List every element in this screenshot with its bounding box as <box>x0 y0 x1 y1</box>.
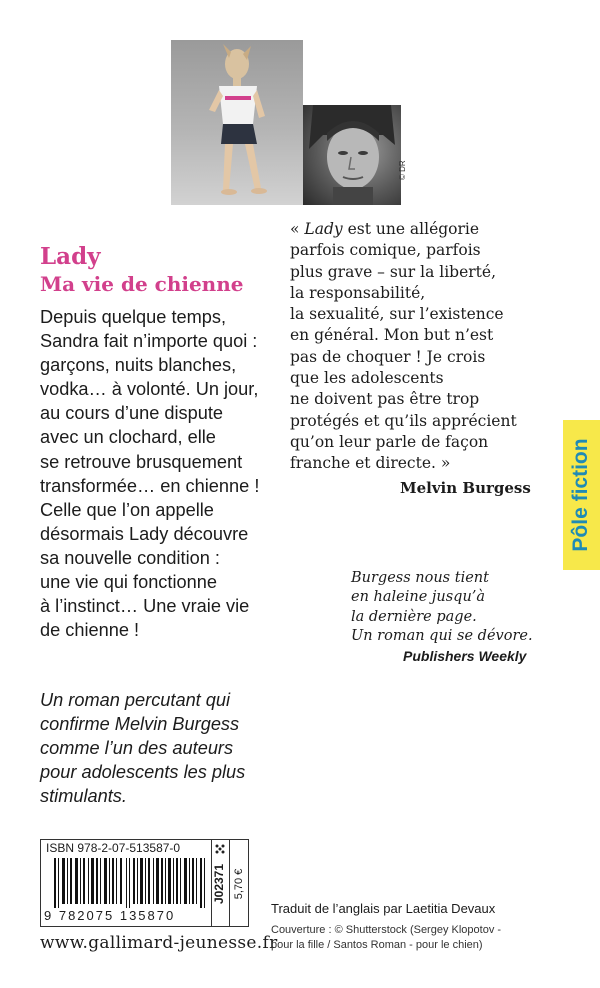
quote-line: protégés et qu’ils apprécient <box>290 411 517 430</box>
book-title: Lady <box>40 243 101 270</box>
blurb-line: Celle que l’on appelle <box>40 499 214 520</box>
review-line: la dernière page. <box>351 608 477 625</box>
blurb-line: Depuis quelque temps, <box>40 307 227 327</box>
blurb-line: avec un clochard, elle <box>40 427 216 448</box>
publisher-website: www.gallimard-jeunesse.fr <box>40 933 278 953</box>
cover-photo <box>171 40 303 205</box>
product-code: J02371 <box>212 863 226 905</box>
blurb-line: garçons, nuits blanches, <box>40 355 237 376</box>
girl-with-dog-head-illustration <box>171 40 303 205</box>
credit-line: pour la fille / Santos Roman - pour le chien) <box>271 939 483 951</box>
tagline-line: confirme Melvin Burgess <box>40 714 240 735</box>
credit-line: Couverture : © Shutterstock (Sergey Klopotov - <box>271 924 502 936</box>
review-line: Un roman qui se dévore. <box>351 627 533 644</box>
quote-line <box>290 219 540 240</box>
tagline-line: pour adolescents les plus <box>40 762 246 783</box>
author-portrait-illustration <box>303 105 401 205</box>
price: 5,70 € <box>233 868 245 900</box>
press-review <box>351 569 541 646</box>
blurb-line: Sandra fait n’importe quoi : <box>40 331 258 352</box>
review-line: Burgess nous tient <box>351 570 489 586</box>
quote-line: la responsabilité, <box>290 283 426 302</box>
review-line: en haleine jusqu’à <box>351 589 486 606</box>
blurb-line: transformée… en chienne ! <box>40 475 260 496</box>
quote-italic-title: Lady <box>304 220 343 238</box>
blurb-line: au cours d’une dispute <box>40 403 224 424</box>
blurb-line: une vie qui fonctionne <box>40 572 217 593</box>
author-photo <box>303 105 401 205</box>
quote-line: franche et directe. » <box>290 454 451 473</box>
translator-credit: Traduit de l’anglais par Laetitia Devaux <box>271 901 496 916</box>
isbn: ISBN 978-2-07-513587-0 <box>46 841 181 855</box>
blurb <box>40 305 290 642</box>
quote-line: parfois comique, parfois <box>290 241 481 260</box>
quote-line: en général. Mon but n’est <box>290 326 494 345</box>
author-quote <box>290 219 540 475</box>
cover-credits <box>271 923 551 953</box>
quote-line: ne doivent pas être trop <box>290 390 480 409</box>
quote-line: plus grave – sur la liberté, <box>290 262 496 281</box>
quote-line-rest: est une allégorie <box>342 220 480 238</box>
quote-line: la sexualité, sur l’existence <box>290 305 504 324</box>
photo-credit: © DR <box>398 160 407 180</box>
dots-mark-icon <box>214 843 226 855</box>
quote-open-mark: « <box>290 220 305 238</box>
blurb-line: désormais Lady découvre <box>40 523 249 544</box>
blurb-line: de chienne ! <box>40 620 140 641</box>
blurb-line: à l’instinct… Une vraie vie <box>40 596 250 617</box>
book-subtitle: Ma vie de chienne <box>40 272 244 296</box>
blurb-line: se retrouve brusquement <box>40 451 243 472</box>
barcode-digits: 9 782075 135870 <box>44 908 176 923</box>
tagline-line: stimulants. <box>40 786 127 807</box>
review-source: Publishers Weekly <box>403 648 527 664</box>
blurb-line: sa nouvelle condition : <box>40 547 220 568</box>
quote-line: que les adolescents <box>290 369 444 388</box>
collection-name: Pôle fiction <box>569 438 592 552</box>
barcode-bars <box>54 858 206 908</box>
tagline-line: Un roman percutant qui <box>40 690 231 710</box>
quote-author: Melvin Burgess <box>400 479 531 497</box>
tagline-line: comme l’un des auteurs <box>40 738 234 759</box>
quote-line: pas de choquer ! Je crois <box>290 347 486 366</box>
blurb-line: vodka… à volonté. Un jour, <box>40 379 259 400</box>
tagline <box>40 688 290 808</box>
quote-line: qu’on leur parle de façon <box>290 432 489 451</box>
